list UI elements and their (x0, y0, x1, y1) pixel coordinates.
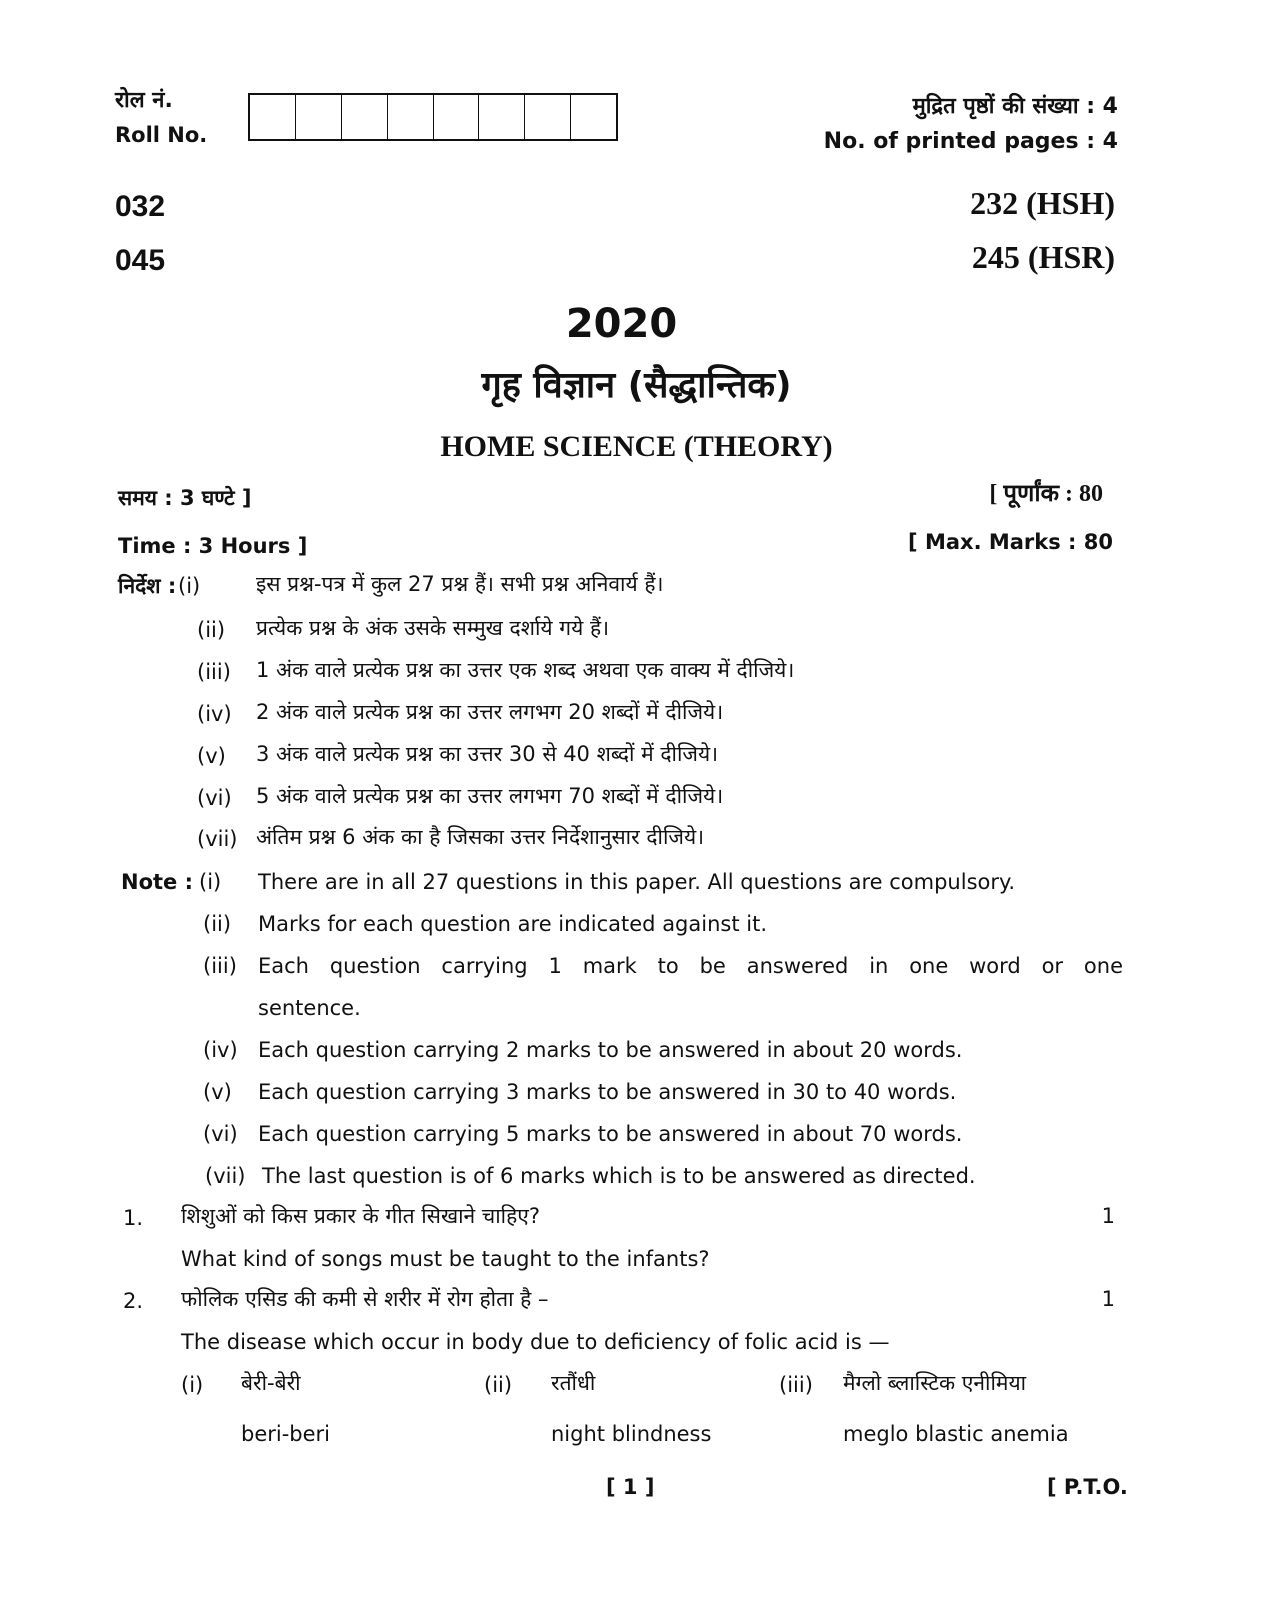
roll-box-cell[interactable] (250, 95, 296, 139)
option-number: (iii) (779, 1373, 813, 1397)
question-number: 2. (123, 1289, 144, 1313)
instruction-text-hindi: 2 अंक वाले प्रत्येक प्रश्न का उत्तर लगभग 20 शब्दों में दीजिये। (256, 700, 724, 724)
note-number: (iv) (203, 1038, 238, 1062)
note-text-continued: sentence. (258, 996, 361, 1020)
option-number: (ii) (484, 1373, 513, 1397)
question-text-hindi: शिशुओं को किस प्रकार के गीत सिखाने चाहिए? (181, 1204, 541, 1228)
question-marks: 1 (1101, 1204, 1115, 1228)
instruction-text-hindi: 3 अंक वाले प्रत्येक प्रश्न का उत्तर 30 से 40 शब्दों में दीजिये। (256, 742, 719, 766)
roll-box-cell[interactable] (342, 95, 388, 139)
option-text: night blindness (551, 1422, 712, 1446)
note-text: There are in all 27 questions in this paper. All questions are compulsory. (258, 870, 1016, 894)
note-number: (iii) (203, 954, 237, 978)
roll-box-cell[interactable] (388, 95, 434, 139)
instruction-text-hindi: अंतिम प्रश्न 6 अंक का है जिसका उत्तर निर्देशानुसार दीजिये। (256, 825, 705, 849)
max-marks-english: [ Max. Marks : 80 (908, 530, 1113, 554)
instruction-number: (iv) (197, 702, 232, 726)
exam-year: 2020 (565, 301, 678, 347)
page-number: [ 1 ] (606, 1475, 655, 1499)
option-hindi: रतौंधी (551, 1371, 596, 1395)
note-label: Note : (121, 870, 193, 894)
question-text: The disease which occur in body due to deficiency of folic acid is — (181, 1330, 890, 1354)
question-text-hindi: फोलिक एसिड की कमी से शरीर में रोग होता है – (181, 1287, 549, 1311)
roll-box-cell[interactable] (296, 95, 342, 139)
instruction-number: (i) (178, 574, 201, 598)
instruction-number: (iii) (197, 660, 231, 684)
code-left-1: 032 (115, 190, 166, 223)
question-text: What kind of songs must be taught to the infants? (181, 1247, 710, 1271)
subject-title: HOME SCIENCE (THEORY) (440, 430, 833, 463)
time-english: Time : 3 Hours ] (118, 534, 308, 558)
instruction-text-hindi: 1 अंक वाले प्रत्येक प्रश्न का उत्तर एक शब्द अथवा एक वाक्य में दीजिये। (256, 658, 795, 682)
please-turn-over: [ P.T.O. (1047, 1475, 1128, 1499)
note-number: (vii) (205, 1164, 246, 1188)
max-marks-hindi: [ पूर्णांक : 80 (989, 481, 1103, 507)
note-number: (v) (203, 1080, 232, 1104)
printed-pages-hindi: मुद्रित पृष्ठों की संख्या : 4 (912, 94, 1118, 119)
note-number: (ii) (203, 912, 232, 936)
note-text: Marks for each question are indicated against it. (258, 912, 767, 936)
roll-label-hindi: रोल नं. (115, 88, 173, 113)
instruction-number: (vii) (197, 827, 238, 851)
note-number: (i) (199, 870, 222, 894)
question-marks: 1 (1101, 1287, 1115, 1311)
option-number: (i) (181, 1373, 204, 1397)
instructions-label-hindi: निर्देश : (118, 574, 177, 598)
note-number: (vi) (203, 1122, 238, 1146)
note-text: Each question carrying 2 marks to be answered in about 20 words. (258, 1038, 963, 1062)
option-hindi: मैग्लो ब्लास्टिक एनीमिया (843, 1371, 1027, 1395)
code-right-2: 245 (HSR) (971, 239, 1115, 275)
printed-pages: No. of printed pages : 4 (823, 129, 1118, 154)
roll-number-boxes[interactable] (248, 93, 618, 141)
code-right-1: 232 (HSH) (970, 185, 1115, 221)
note-text: Each question carrying 1 mark to be answered in one word or one (258, 954, 1123, 978)
note-text: Each question carrying 3 marks to be answered in 30 to 40 words. (258, 1080, 957, 1104)
roll-box-cell[interactable] (525, 95, 571, 139)
instruction-text-hindi: 5 अंक वाले प्रत्येक प्रश्न का उत्तर लगभग 70 शब्दों में दीजिये। (256, 784, 724, 808)
roll-box-cell[interactable] (434, 95, 480, 139)
note-text: Each question carrying 5 marks to be answered in about 70 words. (258, 1122, 963, 1146)
instruction-number: (ii) (197, 618, 226, 642)
option-text: beri-beri (241, 1422, 331, 1446)
question-number: 1. (123, 1206, 144, 1230)
code-left-2: 045 (115, 244, 166, 277)
roll-label: Roll No. (115, 123, 208, 147)
instruction-text-hindi: इस प्रश्न-पत्र में कुल 27 प्रश्न हैं। सभी प्रश्न अनिवार्य हैं। (256, 572, 664, 596)
instruction-text-hindi: प्रत्येक प्रश्न के अंक उसके सम्मुख दर्शाये गये हैं। (256, 616, 610, 640)
subject-title-hindi: गृह विज्ञान (सैद्धान्तिक) (481, 365, 792, 406)
note-text: The last question is of 6 marks which is to be answered as directed. (262, 1164, 976, 1188)
roll-box-cell[interactable] (571, 95, 616, 139)
option-hindi: बेरी-बेरी (241, 1371, 301, 1395)
option-text: meglo blastic anemia (843, 1422, 1069, 1446)
instruction-number: (vi) (197, 786, 232, 810)
time-hindi: समय : 3 घण्टे ] (118, 486, 252, 510)
roll-box-cell[interactable] (479, 95, 525, 139)
instruction-number: (v) (197, 744, 226, 768)
